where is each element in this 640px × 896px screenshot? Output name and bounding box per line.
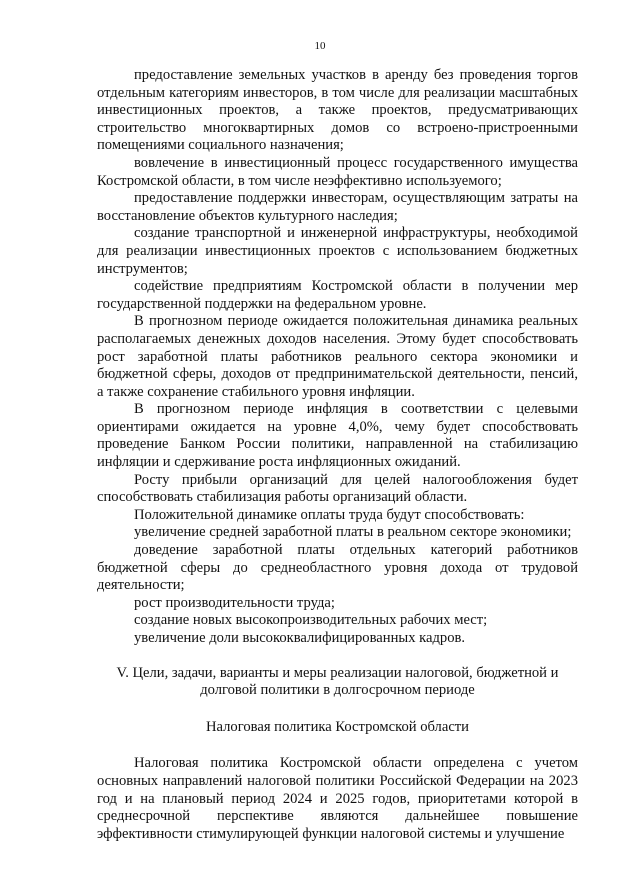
paragraph: вовлечение в инвестиционный процесс государственного имущества Костромской области, в том числе неэффективно используемого; [97,154,578,189]
paragraph: предоставление поддержки инвесторам, осуществляющим затраты на восстановление объектов культурного наследия; [97,190,578,224]
section-heading-line: долговой политики в долгосрочном периоде [200,682,475,699]
section-heading [97,665,578,700]
paragraph: создание транспортной и инженерной инфраструктуры, необходимой для реализации инвестиционных проектов с использованием бюджетных инструментов; [97,225,578,277]
paragraph: доведение заработной платы отдельных категорий работников бюджетной сферы до среднеобластного уровня дохода от трудовой деятельности; [97,542,578,594]
paragraph: В прогнозном периоде ожидается положительная динамика реальных располагаемых денежных доходов населения. Этому будет способствовать рост заработной платы работников реального сектора экономики и бюджетной сферы, доходов от предпринимательской деятельности, пенсий, а также сохранение стабильного уровня инфляции. [97,313,578,400]
paragraph: Положительной динамике оплаты труда будут способствовать: [134,506,525,523]
subsection-heading: Налоговая политика Костромской области [206,718,469,735]
paragraph: создание новых высокопроизводительных рабочих мест; [134,612,488,629]
paragraph: содействие предприятиям Костромской области в получении мер государственной поддержки на федеральном уровне. [97,278,578,312]
document-body [97,67,578,843]
page-number: 10 [314,40,326,52]
paragraph: рост производительности труда; [134,594,335,611]
section-heading-line: V. Цели, задачи, варианты и меры реализации налоговой, бюджетной и [116,664,559,681]
paragraph: В прогнозном периоде инфляция в соответствии с целевыми ориентирами ожидается на уровне 4,0%, чему будет способствовать проведение Банком России политики, направленной на стабилизацию инфляции и сдерживание роста инфляционных ожиданий. [97,401,578,471]
paragraph: Налоговая политика Костромской области определена с учетом основных направлений налоговой политики Российской Федерации на 2023 год и на плановый период 2024 и 2025 годов, приоритетами которой в среднесрочной перспективе являются дальнейшее повышение эффективности стимулирующей функции налоговой системы и улучшение [97,755,578,842]
paragraph: предоставление земельных участков в аренду без проведения торгов отдельным категориям инвесторов, в том числе для реализации масштабных инвестиционных проектов, а также проектов, предусматривающих строительство многоквартирных домов со встроено-пристроенными помещениями социального назначения; [97,67,578,154]
paragraph: Росту прибыли организаций для целей налогообложения будет способствовать стабилизация работы организаций области. [97,471,578,506]
paragraph: увеличение доли высококвалифицированных кадров. [134,630,466,646]
paragraph: увеличение средней заработной платы в реальном секторе экономики; [134,524,572,541]
